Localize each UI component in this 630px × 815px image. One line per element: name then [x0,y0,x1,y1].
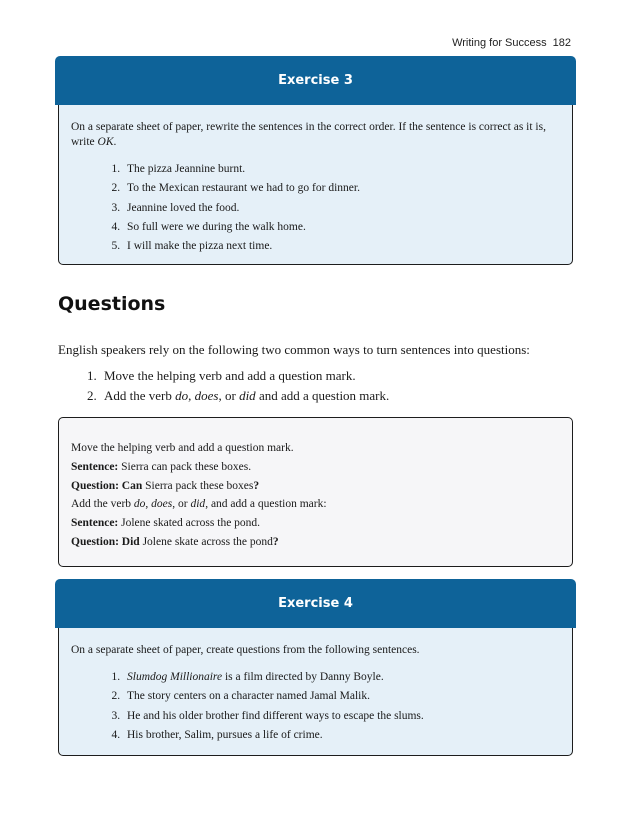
exercise-4-body [71,643,560,747]
list-item: 1. Slumdog Millionaire is a film directed by Danny Boyle. [123,670,560,685]
section-title: Questions [58,293,166,315]
example-line: Move the helping verb and add a question mark. [71,442,294,454]
example-sentence-1: Sentence: Sierra can pack these boxes. [71,460,252,473]
rule-item: 1. Move the helping verb and add a question mark. [100,368,389,384]
list-item: 1. The pizza Jeannine burnt. [123,162,560,177]
example-line-4: Add the verb do, does, or did, and add a question mark: [71,498,327,511]
instruction-text: On a separate sheet of paper, rewrite the sentences in the correct order. If the sentence is correct as it is, write [71,121,546,148]
list-item: 3. Jeannine loved the food. [123,201,560,216]
instruction-ok: OK [97,136,114,148]
exercise-3-box [58,58,573,265]
exercise-4-instruction: On a separate sheet of paper, create questions from the following sentences. [71,644,420,656]
running-head-title: Writing for Success [452,37,547,49]
list-item: 5. I will make the pizza next time. [123,239,560,254]
rules-list [58,368,389,408]
list-item: 2. The story centers on a character named Jamal Malik. [123,689,560,704]
example-sentence-2: Sentence: Jolene skated across the pond. [71,517,261,530]
exercise-3-body [71,120,560,258]
rule-item: 2. Add the verb do, does, or did and add a question mark. [100,388,389,404]
exercise-3-header [55,56,576,105]
list-item: 4. His brother, Salim, pursues a life of crime. [123,728,560,743]
exercise-3-instruction: On a separate sheet of paper, rewrite the sentences in the correct order. If the sentence is correct as it is, write OK. [71,121,546,148]
exercise-3-title: Exercise 3 [278,73,353,88]
example-question-2: Question: Did Jolene skate across the pond? [71,535,279,548]
section-intro: English speakers rely on the following two common ways to turn sentences into questions: [58,342,530,357]
list-item: 2. To the Mexican restaurant we had to go for dinner. [123,181,560,196]
page-number: 182 [552,37,571,49]
exercise-4-list [71,670,560,743]
list-item: 4. So full were we during the walk home. [123,220,560,235]
exercise-4-box [58,581,573,756]
example-question-1: Question: Can Sierra pack these boxes? [71,479,260,492]
list-item: 3. He and his older brother find different ways to escape the slums. [123,709,560,724]
example-box [58,417,573,567]
running-head [452,37,571,49]
exercise-4-title: Exercise 4 [278,596,353,611]
exercise-4-header [55,579,576,628]
exercise-3-list [71,162,560,254]
